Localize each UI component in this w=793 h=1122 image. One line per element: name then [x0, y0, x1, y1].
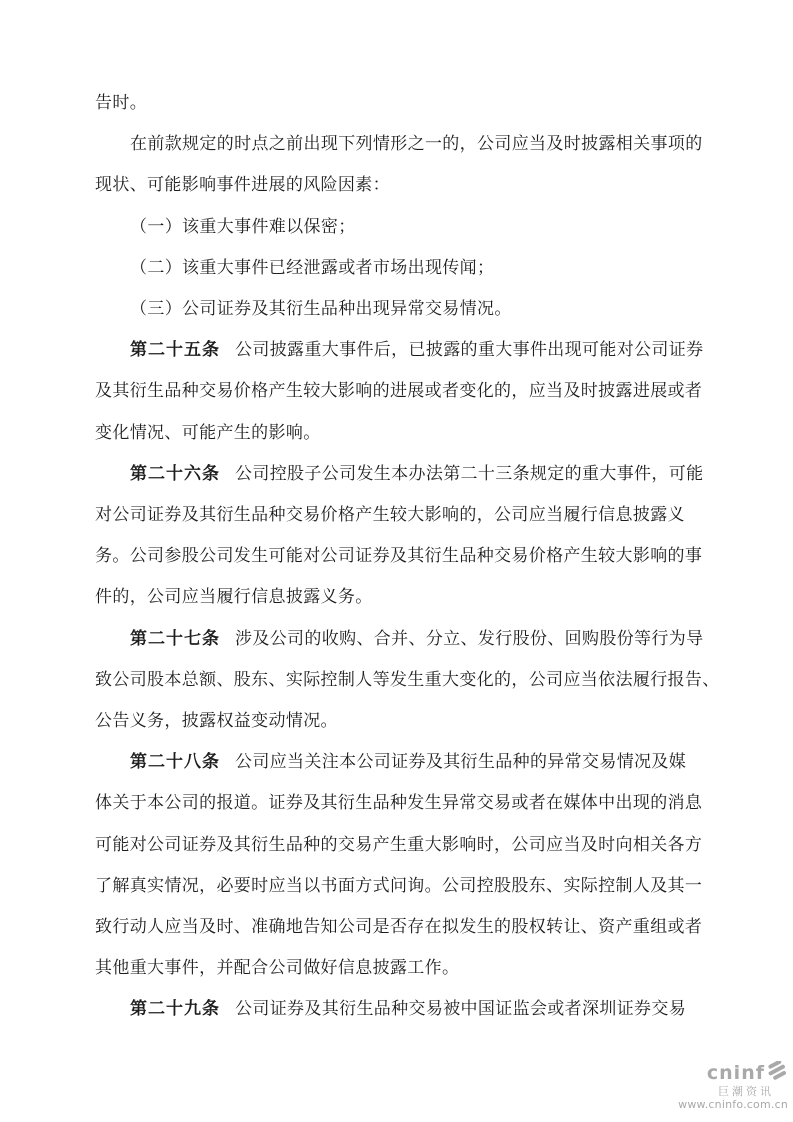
text-line [95, 248, 701, 289]
text-line [95, 907, 701, 948]
article-number: 第二十五条 [130, 340, 220, 361]
text-line [95, 660, 720, 701]
line-text: 在前款规定的时点之前出现下列情形之一的，公司应当及时披露相关事项的 [130, 134, 703, 155]
line-text: （三）公司证券及其衍生品种出现异常交易情况。 [130, 299, 512, 320]
text-line [95, 536, 701, 577]
cninfo-url: www.cninfo.com.cn [678, 1098, 788, 1111]
cninfo-brand-row [678, 1061, 788, 1085]
text-line [95, 413, 701, 454]
article-number: 第二十七条 [130, 628, 220, 649]
line-text: 可能对公司证券及其衍生品种的交易产生重大影响时，公司应当及时向相关各方 [95, 834, 703, 855]
line-text: 公司披露重大事件后，已披露的重大事件出现可能对公司证券 [235, 340, 704, 361]
line-text: 公司应当关注本公司证券及其衍生品种的异常交易情况及媒 [235, 752, 687, 773]
line-text: 公告义务，披露权益变动情况。 [95, 711, 338, 732]
cninfo-chinese-name: 巨潮资讯 [718, 1085, 774, 1098]
line-text: 告时。 [95, 93, 148, 113]
line-text: （二）该重大事件已经泄露或者市场出现传闻； [130, 257, 495, 278]
line-text: 了解真实情况，必要时应当以书面方式问询。公司控股股东、实际控制人及其一 [95, 875, 703, 896]
text-line [95, 495, 701, 536]
cninfo-swirl-icon [766, 1061, 788, 1085]
text-line [95, 742, 701, 783]
article-number: 第二十八条 [130, 752, 220, 773]
text-line [95, 207, 701, 248]
line-text: 公司证券及其衍生品种交易被中国证监会或者深圳证券交易 [235, 999, 687, 1020]
text-line [95, 866, 701, 907]
text-line [95, 989, 701, 1030]
article-number: 第二十六条 [130, 463, 220, 484]
text-line [95, 948, 701, 989]
text-line [95, 371, 701, 412]
text-line [95, 577, 701, 618]
line-text: （一）该重大事件难以保密； [130, 216, 356, 237]
line-text: 致公司股本总额、股东、实际控制人等发生重大变化的，公司应当依法履行报告、 [95, 669, 720, 690]
line-text: 对公司证券及其衍生品种交易价格产生较大影响的，公司应当履行信息披露义 [95, 505, 685, 526]
line-text: 公司控股子公司发生本办法第二十三条规定的重大事件，可能 [235, 463, 704, 484]
cninfo-brand-text: cninf [706, 1062, 765, 1084]
text-line [95, 825, 701, 866]
line-text: 务。公司参股公司发生可能对公司证券及其衍生品种交易价格产生较大影响的事 [95, 546, 703, 567]
line-text: 变化情况、可能产生的影响。 [95, 422, 321, 443]
text-line [95, 83, 701, 124]
line-text: 其他重大事件，并配合公司做好信息披露工作。 [95, 958, 460, 979]
text-line [95, 165, 701, 206]
line-text: 及其衍生品种交易价格产生较大影响的进展或者变化的，应当及时披露进展或者 [95, 381, 703, 402]
text-line [95, 289, 701, 330]
cninfo-watermark [678, 1061, 788, 1112]
line-text: 涉及公司的收购、合并、分立、发行股份、回购股份等行为导 [235, 628, 704, 649]
document-lines [95, 83, 720, 1031]
line-text: 件的，公司应当履行信息披露义务。 [95, 587, 373, 608]
article-number: 第二十九条 [130, 999, 220, 1020]
line-text: 致行动人应当及时、准确地告知公司是否存在拟发生的股权转让、资产重组或者 [95, 917, 703, 938]
line-text: 现状、可能影响事件进展的风险因素： [95, 175, 390, 196]
text-line [95, 701, 701, 742]
text-line [95, 783, 701, 824]
text-line [95, 619, 704, 660]
text-line [95, 454, 704, 495]
text-line [95, 124, 701, 165]
line-text: 体关于本公司的报道。证券及其衍生品种发生异常交易或者在媒体中出现的消息 [95, 793, 703, 814]
text-line [95, 330, 704, 371]
